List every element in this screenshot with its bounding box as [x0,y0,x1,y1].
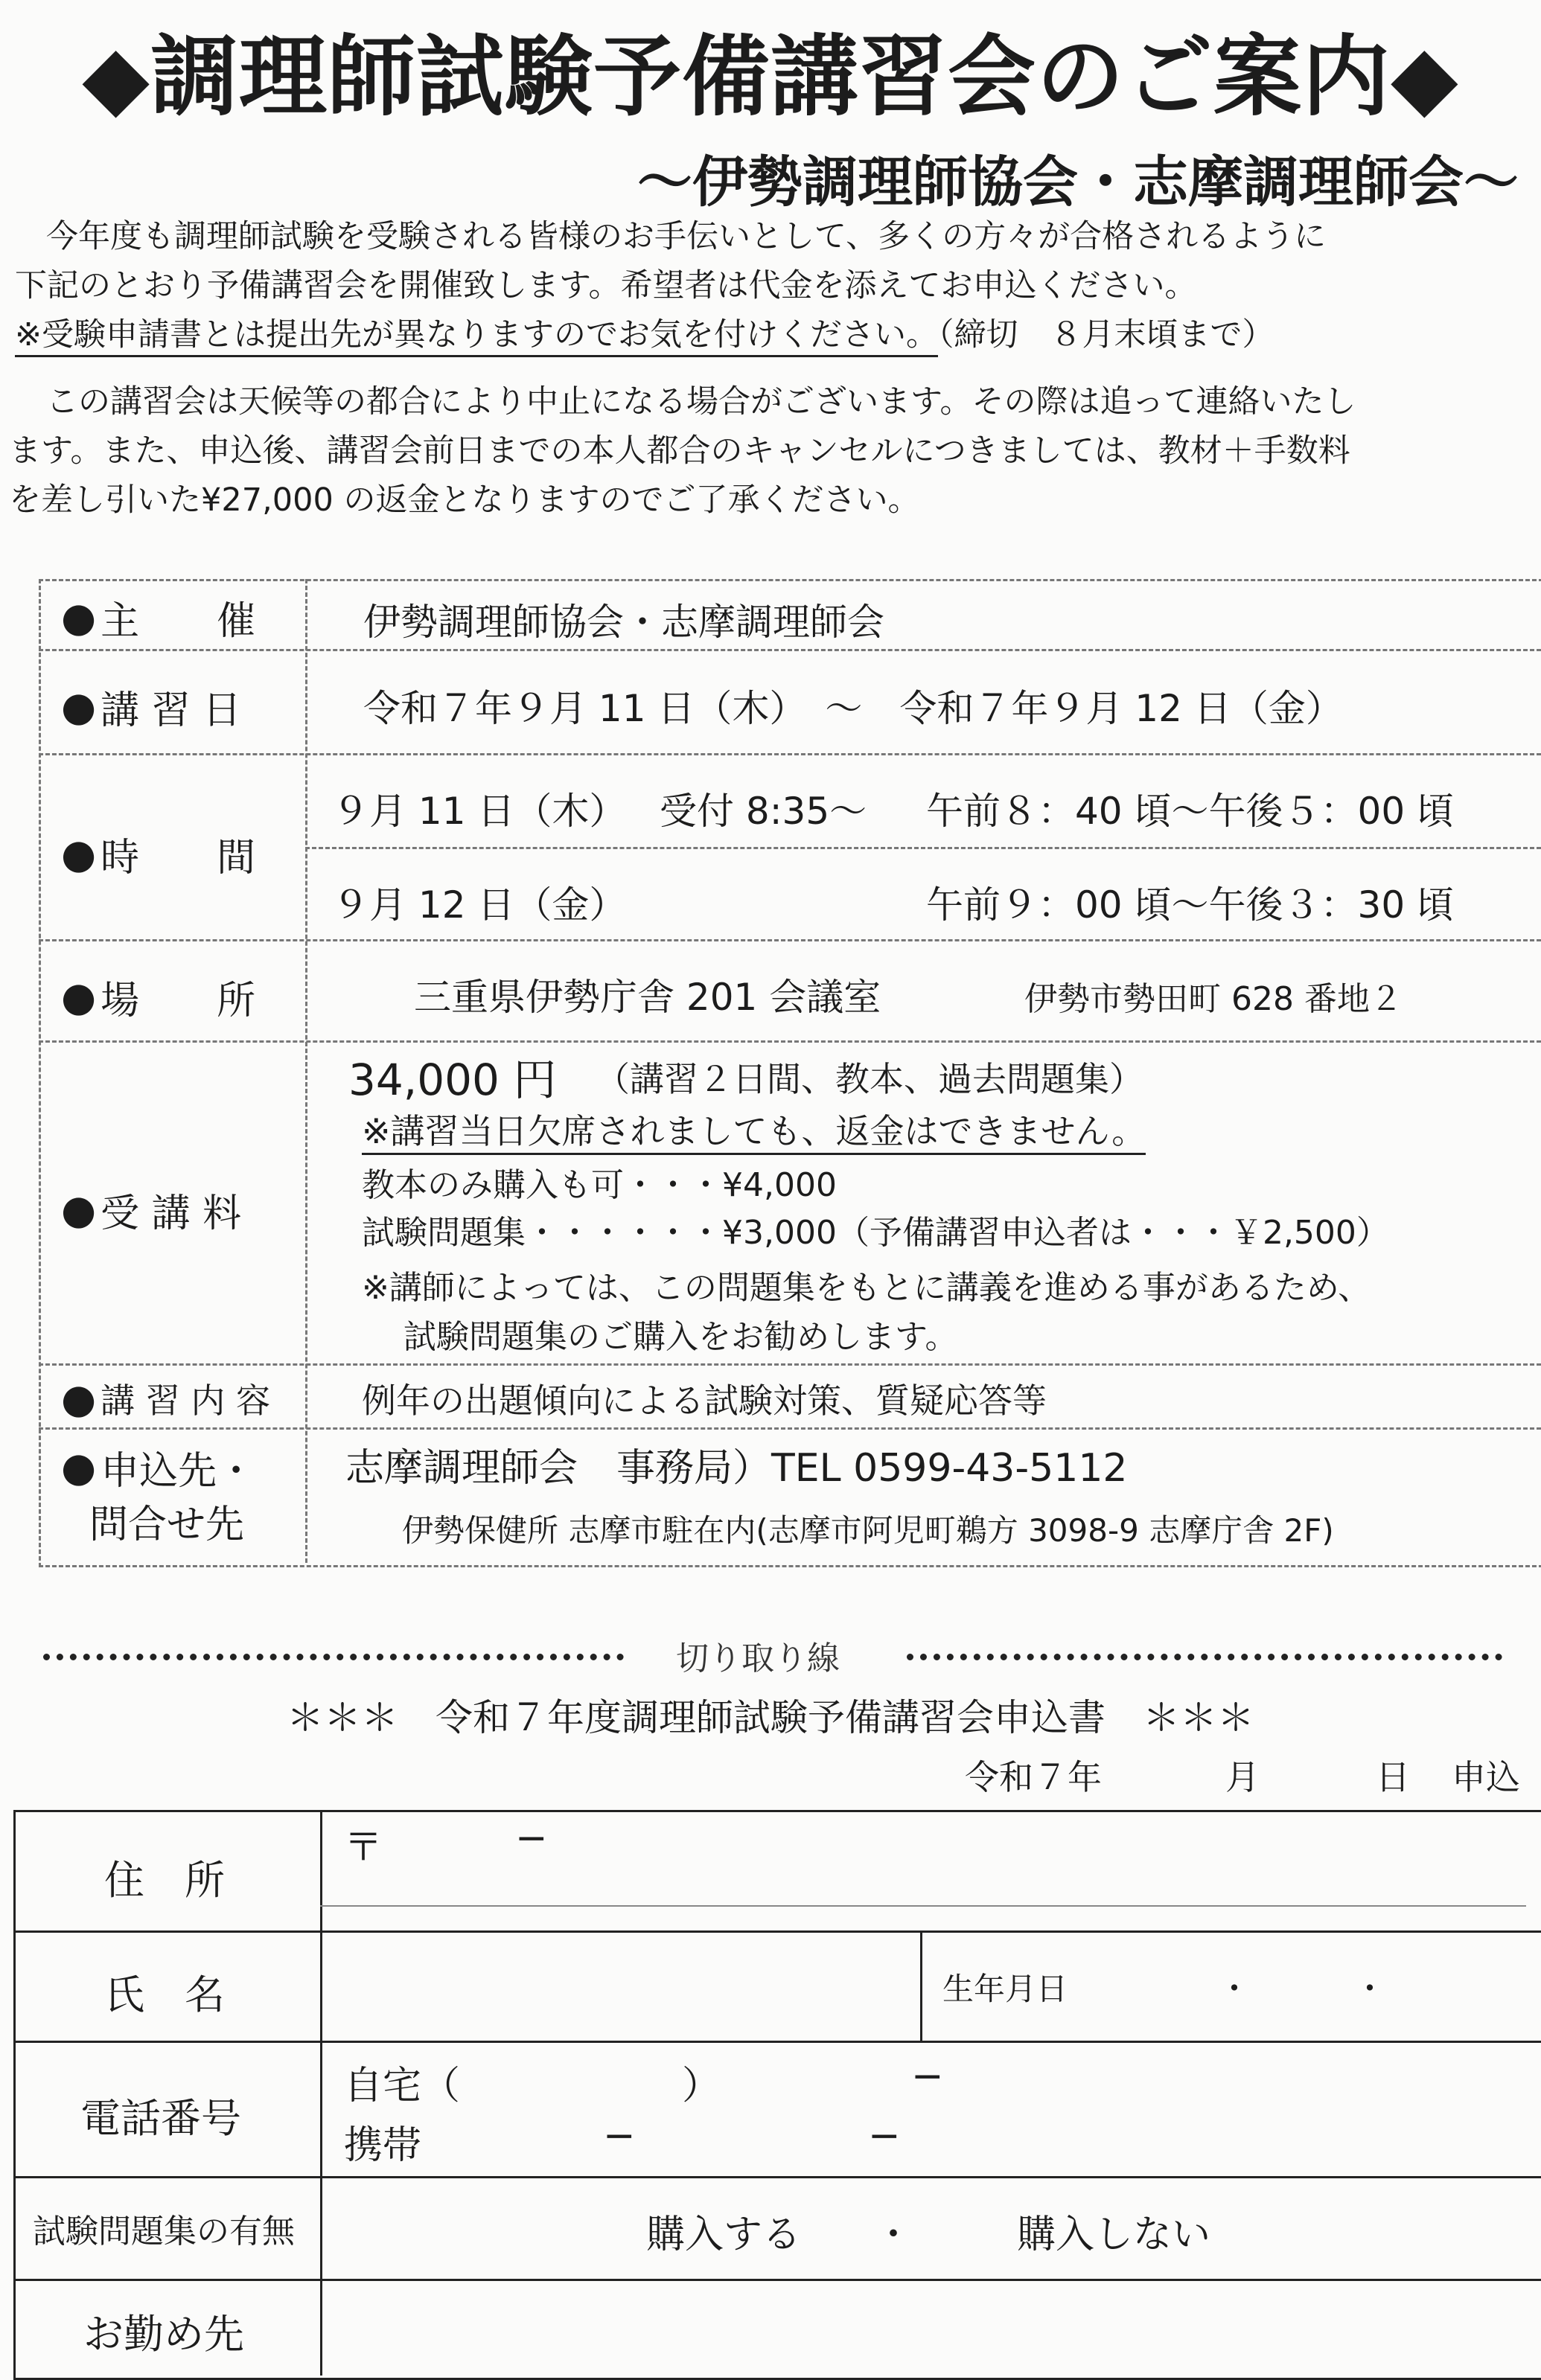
fee-textbook: 教本のみ購入も可・・・¥4,000 [362,1166,837,1204]
form-row-divider [13,2176,1541,2178]
phone-mobile-label: 携帯 [344,2123,422,2168]
place-address: 伊勢市勢田町 628 番地２ [1024,980,1403,1018]
form-date-month: 月 [1225,1757,1260,1797]
contact-label: ● 申込先・ [61,1444,256,1494]
phone-home-close: ） [682,2064,721,2108]
contact-label-2: 問合せ先 [89,1503,245,1547]
date-label: ● 講 習 日 [61,683,242,733]
phone-field[interactable] [447,2054,1519,2166]
time-label: ● 時 間 [61,831,256,880]
phone-dash: − [911,2054,944,2099]
birth-date-field[interactable] [1087,1942,1526,2032]
row-divider [39,1040,1541,1043]
birth-label: 生年月日 [942,1971,1068,2007]
time-day1-reception: 受付 8:35〜 [660,790,867,833]
fee-label: ● 受 講 料 [61,1186,242,1236]
time-day1-hours: 午前８：40 頃〜午後５：00 頃 [926,790,1455,833]
place-label: ● 場 所 [61,973,256,1023]
workplace-field[interactable] [325,2283,1531,2361]
fee-exam-book: 試験問題集・・・・・・¥3,000（予備講習申込者は・・・￥2,500） [362,1214,1389,1252]
birth-separator: ・ [1218,1970,1251,2008]
contact-address: 伊勢保健所 志摩市駐在内(志摩市阿児町鵜方 3098-9 志摩庁舎 2F) [402,1512,1334,1549]
intro-line-deadline [15,311,1274,359]
cut-line-right [907,1654,1502,1660]
intro-line: 今年度も調理師試験を受験される皆様のお手伝いとして、多くの方々が合格されるように [46,218,1327,255]
birth-separator: ・ [1353,1970,1386,2008]
workplace-label: お勤め先 [83,2311,244,2358]
fee-amount: 34,000 円 [348,1055,557,1105]
book-option-separator: ・ [874,2213,913,2257]
birth-divider [920,1930,922,2041]
content-value: 例年の出題傾向による試験対策、質疑応答等 [362,1381,1047,1421]
phone-label: 電話番号 [80,2095,241,2142]
intro-line: この講習会は天候等の都合により中止になる場合がございます。その際は追って連絡いたし [46,383,1356,420]
host-value: 伊勢調理師協会・志摩調理師会 [363,601,884,644]
address-label: 住 所 [104,1857,225,1904]
phone-dash: − [603,2114,636,2158]
name-field[interactable] [325,1935,916,2038]
phone-dash: − [868,2114,901,2158]
page-title: ◆調理師試験予備講習会のご案内◆ [82,25,1459,128]
row-subdivider [305,847,1541,849]
organizer-subtitle: 〜伊勢調理師協会・志摩調理師会〜 [637,150,1519,214]
time-day2-hours: 午前９：00 頃〜午後３：30 頃 [926,883,1455,927]
form-row-divider [13,2279,1541,2281]
info-table-divider [305,579,307,1563]
phone-home-label: 自宅（ [344,2064,461,2108]
cut-line-left [43,1654,624,1660]
address-field[interactable] [325,1864,1531,1902]
fee-recommend: 試験問題集のご購入をお勧めします。 [403,1318,958,1356]
cut-line-label: 切り取り線 [676,1640,840,1677]
form-label-divider [320,1810,322,2376]
content-label: ● 講 習 内 容 [61,1375,270,1422]
form-date-prefix: 令和７年 [965,1757,1102,1797]
row-divider [39,1363,1541,1366]
form-date-suffix: 申込 [1452,1757,1520,1797]
row-divider [39,1427,1541,1430]
deadline-note: （締切 ８月末頃まで） [938,316,1274,354]
form-row-divider [13,2041,1541,2043]
book-option-no[interactable]: 購入しない [1017,2213,1211,2257]
fee-note: （講習２日間、教本、過去問題集） [596,1059,1143,1099]
place-value: 三重県伊勢庁舎 201 会議室 [414,976,881,1019]
address-guide-line [320,1905,1526,1907]
form-row-divider [13,1930,1541,1933]
form-title: ＊＊＊ 令和７年度調理師試験予備講習会申込書 ＊＊＊ [287,1696,1254,1739]
date-value: 令和７年９月 11 日（木） 〜 令和７年９月 12 日（金） [363,687,1343,730]
postal-dash: − [515,1816,548,1861]
book-option-yes[interactable]: 購入する [646,2213,802,2257]
row-divider [39,939,1541,941]
postal-mark: 〒 [344,1826,383,1870]
book-label: 試験問題集の有無 [33,2213,295,2251]
time-day2-date: ９月 12 日（金） [332,883,627,927]
form-date-day: 日 [1376,1757,1410,1797]
contact-value: 志摩調理師会 事務局）TEL 0599-43-5112 [345,1446,1128,1491]
intro-line: ます。また、申込後、講習会前日までの本人都合のキャンセルにつきましては、教材＋手数料 [9,432,1350,470]
name-label: 氏 名 [104,1971,225,2018]
row-divider [39,649,1541,651]
host-label: ● 主 催 [61,594,256,644]
time-day1-date: ９月 11 日（木） [332,790,627,833]
fee-warning: ※講習当日欠席されましても、返金はできません。 [362,1104,1146,1154]
row-divider [39,753,1541,755]
intro-line: 下記のとおり予備講習会を開催致します。希望者は代金を添えてお申込ください。 [15,267,1197,304]
notice-underlined: ※受験申請書とは提出先が異なりますのでお気を付けください。 [15,316,938,357]
intro-line: を差し引いた¥27,000 の返金となりますのでご了承ください。 [9,482,920,519]
fee-recommend: ※講師によっては、この問題集をもとに講義を進める事があるため、 [362,1269,1371,1307]
